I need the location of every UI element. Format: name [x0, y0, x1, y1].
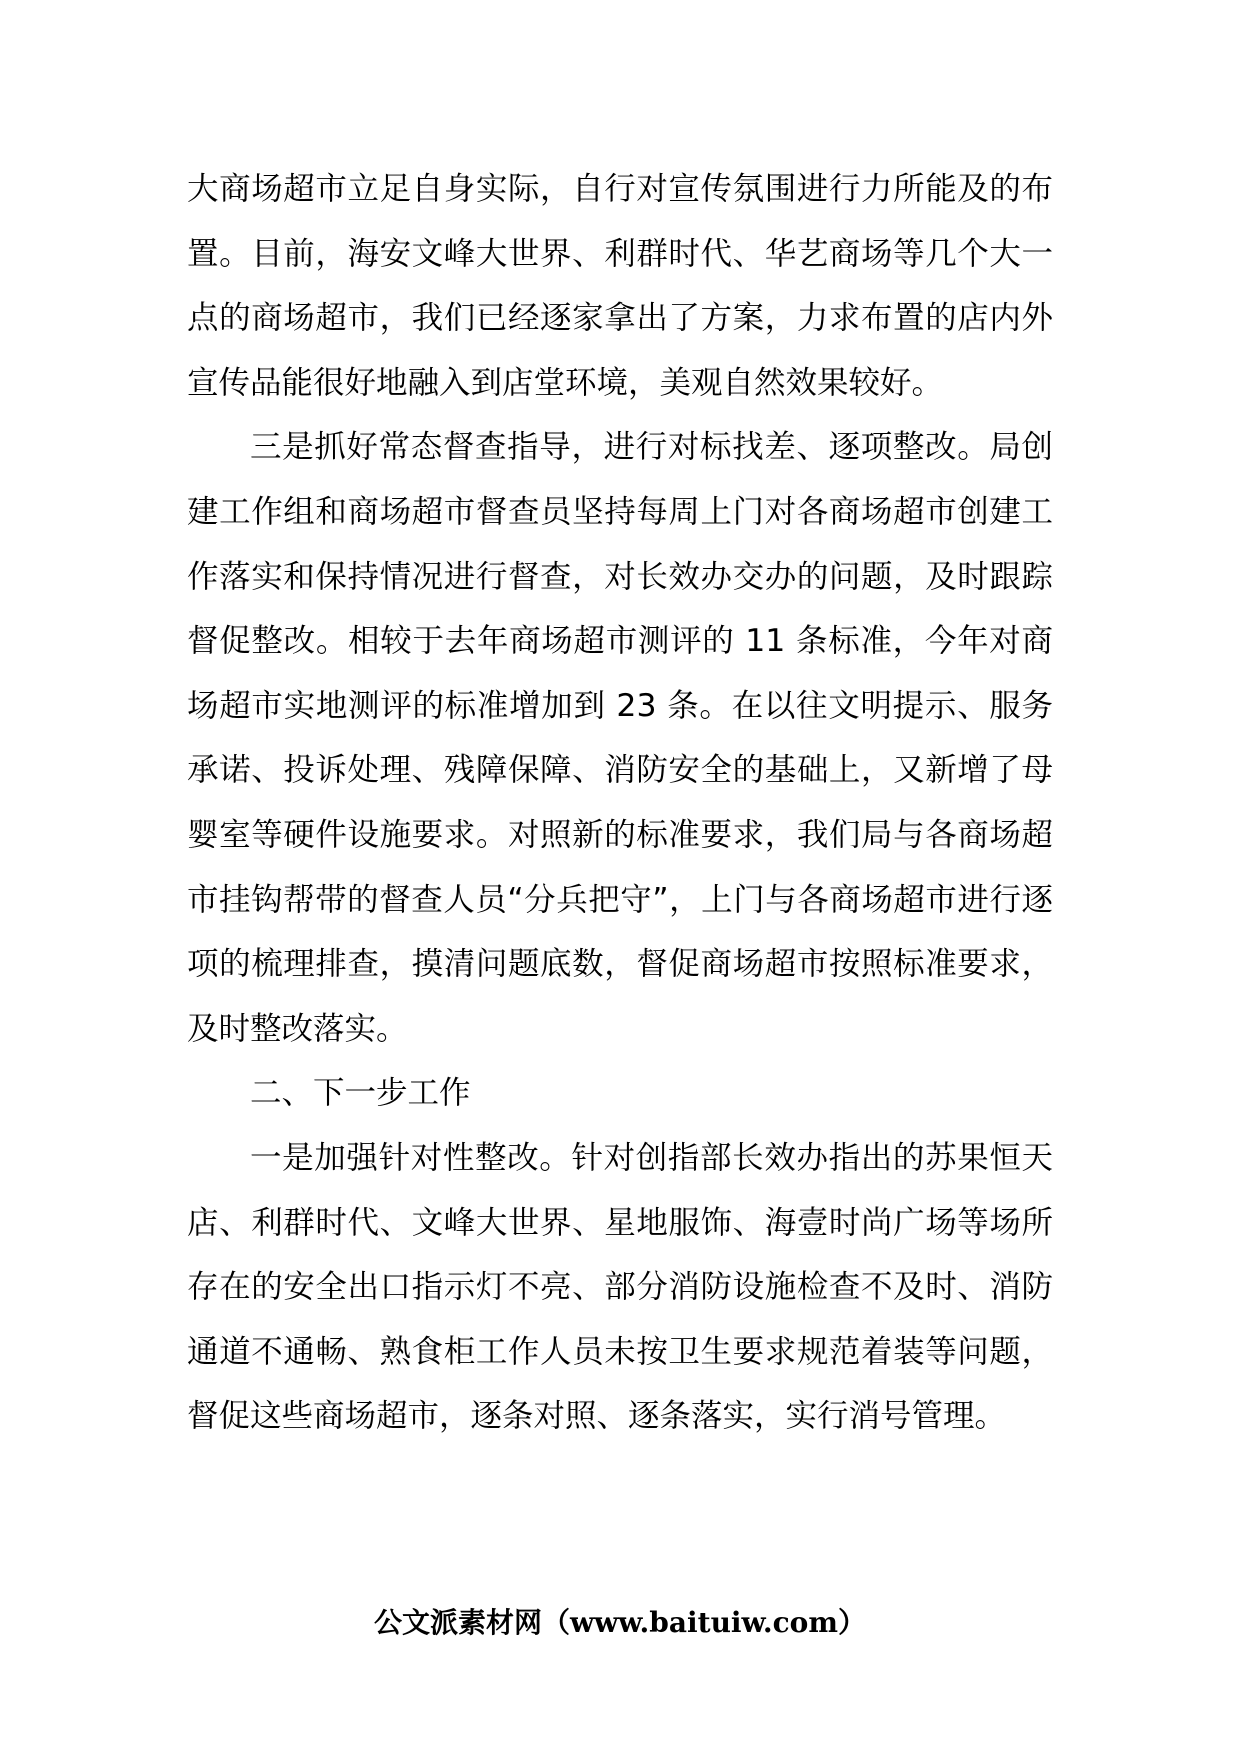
section-heading: 二、下一步工作 [250, 1075, 471, 1112]
footer-source-text: 公文派素材网（www.baituiw.com） [374, 1606, 866, 1639]
paragraph-3: 一是加强针对性整改。针对创指部长效办指出的苏果恒天店、利群时代、文峰大世界、星地服饰、海壹时尚广场等场所存在的安全出口指示灯不亮、部分消防设施检查不及时、消防通道不通畅、熟食柜工作人员未按卫生要求规范着装等问题，督促这些商场超市，逐条对照、逐条落实，实行消号管理。 [187, 1139, 1053, 1435]
paragraph-1: 大商场超市立足自身实际，自行对宣传氛围进行力所能及的布置。目前，海安文峰大世界、利群时代、华艺商场等几个大一点的商场超市，我们已经逐家拿出了方案，力求布置的店内外宣传品能很好地融入到店堂环境，美观自然效果较好。 [187, 171, 1053, 401]
paragraph-2: 三是抓好常态督查指导，进行对标找差、逐项整改。局创建工作组和商场超市督查员坚持每周上门对各商场超市创建工作落实和保持情况进行督查，对长效办交办的问题，及时跟踪督促整改。相较于去年商场超市测评的 11 条标准，今年对商场超市实地测评的标准增加到 23 条。在以往文明提示、服务承诺、投诉处理、残障保障、消防安全的基础上，又新增了母婴室等硬件设施要求。对照新的标准要求，我们局与各商场超市挂钩帮带的督查人员“分兵把守”，上门与各商场超市进行逐项的梳理排查，摸清问题底数，督促商场超市按照标准要求，及时整改落实。 [187, 429, 1053, 1047]
document-body [187, 157, 1053, 1449]
